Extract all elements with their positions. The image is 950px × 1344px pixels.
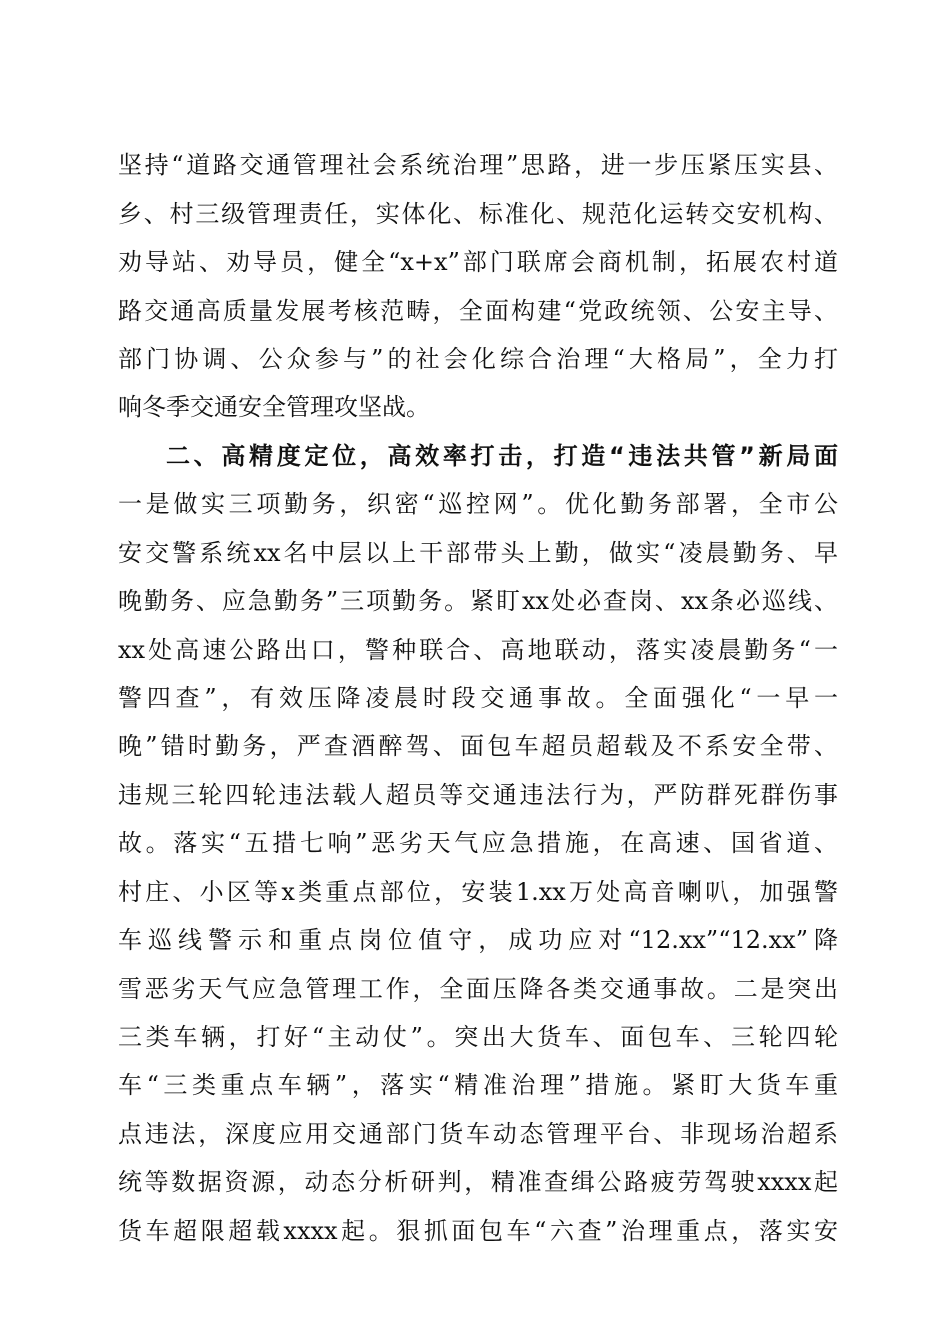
paragraph1-line: 坚持“道路交通管理社会系统治理”思路，进一步压紧压实县、 [118, 151, 838, 179]
paragraph2-line: 安交警系统xx名中层以上干部带头上勤，做实“凌晨勤务、早 [118, 539, 838, 567]
paragraph2-line: 故。落实“五措七响”恶劣天气应急措施，在高速、国省道、 [118, 829, 838, 857]
paragraph2-line: 一是做实三项勤务，织密“巡控网”。优化勤务部署，全市公 [118, 490, 838, 518]
paragraph2-line: 晚”错时勤务，严查酒醉驾、面包车超员超载及不系安全带、 [118, 732, 838, 760]
paragraph2-line: 车“三类重点车辆”，落实“精准治理”措施。紧盯大货车重 [118, 1071, 838, 1099]
paragraph1-line: 响冬季交通安全管理攻坚战。 [118, 393, 430, 421]
paragraph2-line: 雪恶劣天气应急管理工作，全面压降各类交通事故。二是突出 [118, 975, 838, 1003]
paragraph1-line: 劝导站、劝导员，健全“x+x”部门联席会商机制，拓展农村道 [118, 248, 838, 276]
paragraph2-line: 车巡线警示和重点岗位值守，成功应对“12.xx”“12.xx”降 [118, 926, 838, 954]
paragraph2-line: 警四查”，有效压降凌晨时段交通事故。全面强化“一早一 [118, 684, 838, 712]
section-heading-2: 二、高精度定位，高效率打击，打造“违法共管”新局面 [166, 442, 838, 470]
paragraph2-line: xx处高速公路出口，警种联合、高地联动，落实凌晨勤务“一 [118, 636, 838, 664]
paragraph2-line: 统等数据资源，动态分析研判，精准查缉公路疲劳驾驶xxxx起 [118, 1168, 838, 1196]
paragraph2-line: 村庄、小区等x类重点部位，安装1.xx万处高音喇叭，加强警 [118, 878, 838, 906]
paragraph2-line: 晚勤务、应急勤务”三项勤务。紧盯xx处必查岗、xx条必巡线、 [118, 587, 838, 615]
paragraph1-line: 部门协调、公众参与”的社会化综合治理“大格局”，全力打 [118, 345, 838, 373]
paragraph2-line: 三类车辆，打好“主动仗”。突出大货车、面包车、三轮四轮 [118, 1023, 838, 1051]
paragraph2-line: 点违法，深度应用交通部门货车动态管理平台、非现场治超系 [118, 1120, 838, 1148]
paragraph2-line: 违规三轮四轮违法载人超员等交通违法行为，严防群死群伤事 [118, 781, 838, 809]
paragraph1-line: 乡、村三级管理责任，实体化、标准化、规范化运转交安机构、 [118, 200, 838, 228]
paragraph1-line: 路交通高质量发展考核范畴，全面构建“党政统领、公安主导、 [118, 297, 838, 325]
paragraph2-line: 货车超限超载xxxx起。狠抓面包车“六查”治理重点，落实安 [118, 1217, 838, 1245]
